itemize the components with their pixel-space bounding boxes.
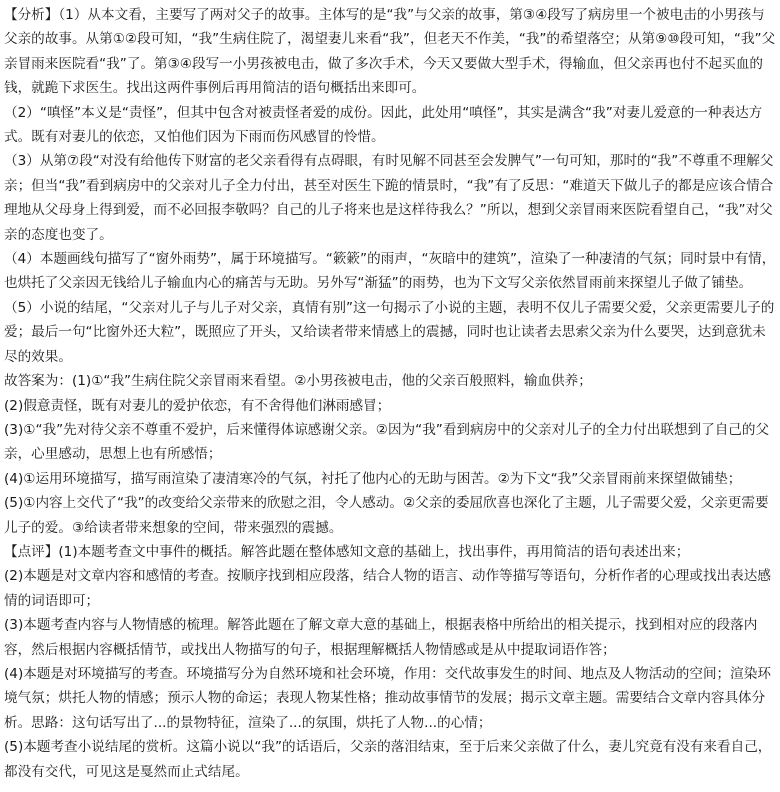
comment-paragraph-1: 【点评】(1)本题考查文中事件的概括。解答此题在整体感知文意的基础上，找出事件，再用简洁的语句表述出来； bbox=[4, 543, 690, 560]
analysis-paragraph-4: （4）本题画线句描写了“窗外雨势”，属于环境描写。“簌簌”的雨声，“灰暗中的建筑”，渲染了一种凄清的气氛；同时景中有情，也烘托了父亲因无钱给儿子输血内心的痛苦与无助。另外写“渐猛”的雨势，也为下文写父亲依然冒雨前来探望儿子做了铺垫。 bbox=[4, 251, 776, 292]
comment-paragraph-4: (4)本题是对环境描写的考查。环境描写分为自然环境和社会环境，作用：交代故事发生的时间、地点及人物活动的空间；渲染环境气氛；烘托人物的情感；预示人物的命运；表现人物某性格；推动故事情节的发展；揭示文章主题。需要结合文章内容具体分析。思路：这句话写出了...的景物特征，渲染了...的氛围，烘托了人物...的心情； bbox=[4, 665, 771, 731]
answer-document bbox=[4, 3, 778, 784]
answer-line-1: 故答案为：(1)①“我”生病住院父亲冒雨来看望。②小男孩被电击，他的父亲百般照料，输血供养； bbox=[4, 373, 592, 390]
answer-line-2: (2)假意责怪，既有对妻儿的爱护依恋，有不舍得他们淋雨感冒； bbox=[4, 397, 391, 414]
comment-paragraph-5: (5)本题考查小说结尾的赏析。这篇小说以“我”的话语后，父亲的落泪结束，至于后来父亲做了什么，妻儿究竟有没有来看自己，都没有交代，可见这是戛然而止式结尾。 bbox=[4, 739, 772, 780]
comment-paragraph-3: (3)本题考查内容与人物情感的梳理。解答此题在了解文章大意的基础上，根据表格中所给出的相关提示，找到相对应的段落内容，然后根据内容概括情节，或找出人物描写的句子，根据理解概括人物情感或是从中提取词语作答； bbox=[4, 617, 758, 658]
answer-line-3: (3)①“我”先对待父亲不尊重不爱护，后来懂得体谅感谢父亲。②因为“我”看到病房中的父亲对儿子的全力付出联想到了自己的父亲，心里感动，思想上也有所感悟； bbox=[4, 421, 770, 463]
analysis-paragraph-5: （5）小说的结尾，“父亲对儿子与儿子对父亲，真情有别”这一句揭示了小说的主题，表明不仅儿子需要父爱，父亲更需要儿子的爱；最后一句“比窗外还大粒”，既照应了开头，又给读者带来情感上的震撼，同时也让读者去思索父亲为什么要哭，达到意犹未尽的效果。 bbox=[4, 299, 775, 365]
comment-paragraph-2: (2)本题是对文章内容和感情的考查。按顺序找到相应段落，结合人物的语言、动作等描写等语句，分析作者的心理或找出表达感情的词语即可； bbox=[4, 568, 771, 609]
answer-line-4: (4)①运用环境描写，描写雨渲染了凄清寒冷的气氛，衬托了他内心的无助与困苦。②为下文“我”父亲冒雨前来探望做铺垫； bbox=[4, 470, 742, 487]
answer-line-5: (5)①内容上交代了“我”的改变给父亲带来的欣慰之泪，令人感动。②父亲的委屈欣喜也深化了主题，儿子需要父爱，父亲更需要儿子的爱。③给读者带来想象的空间，带来强烈的震撼。 bbox=[4, 495, 769, 536]
analysis-paragraph-2: （2）“嗔怪”本义是“责怪”，但其中包含对被责怪者爱的成份。因此，此处用“嗔怪”，其实是满含“我”对妻儿爱意的一种表达方式。既有对妻儿的依恋，又怕他们因为下雨而伤风感冒的怜惜。 bbox=[4, 104, 763, 146]
analysis-paragraph-1: 【分析】（1）从本文看，主要写了两对父子的故事。主体写的是“我”与父亲的故事，第③④段写了病房里一个被电击的小男孩与父亲的故事。从第①②段可知，“我”生病住院了，渴望妻儿来看“我”，但老天不作美，“我”的希望落空；从第⑨⑩段可知，“我”父亲冒雨来医院看“我”了。第③④段写一小男孩被电击，做了多次手术，今天又要做大型手术，得输血，但父亲再也付不起买血的钱，就跪下求医生。找出这两件事例后再用简洁的语句概括出来即可。 bbox=[4, 7, 776, 97]
analysis-paragraph-3: （3）从第⑦段“对没有给他传下财富的老父亲看得有点碍眼，有时见解不同甚至会发脾气”一句可知，那时的“我”不尊重不理解父亲；但当“我”看到病房中的父亲对儿子全力付出，甚至对医生下跪的情景时，“我”有了反思：“难道天下做儿子的都是应该合情合理地从父母身上得到爱，而不必回报李敬吗？自己的儿子将来也是这样待我么？”所以，想到父亲冒雨来医院看望自己，“我”对父亲的态度也变了。 bbox=[4, 153, 774, 243]
